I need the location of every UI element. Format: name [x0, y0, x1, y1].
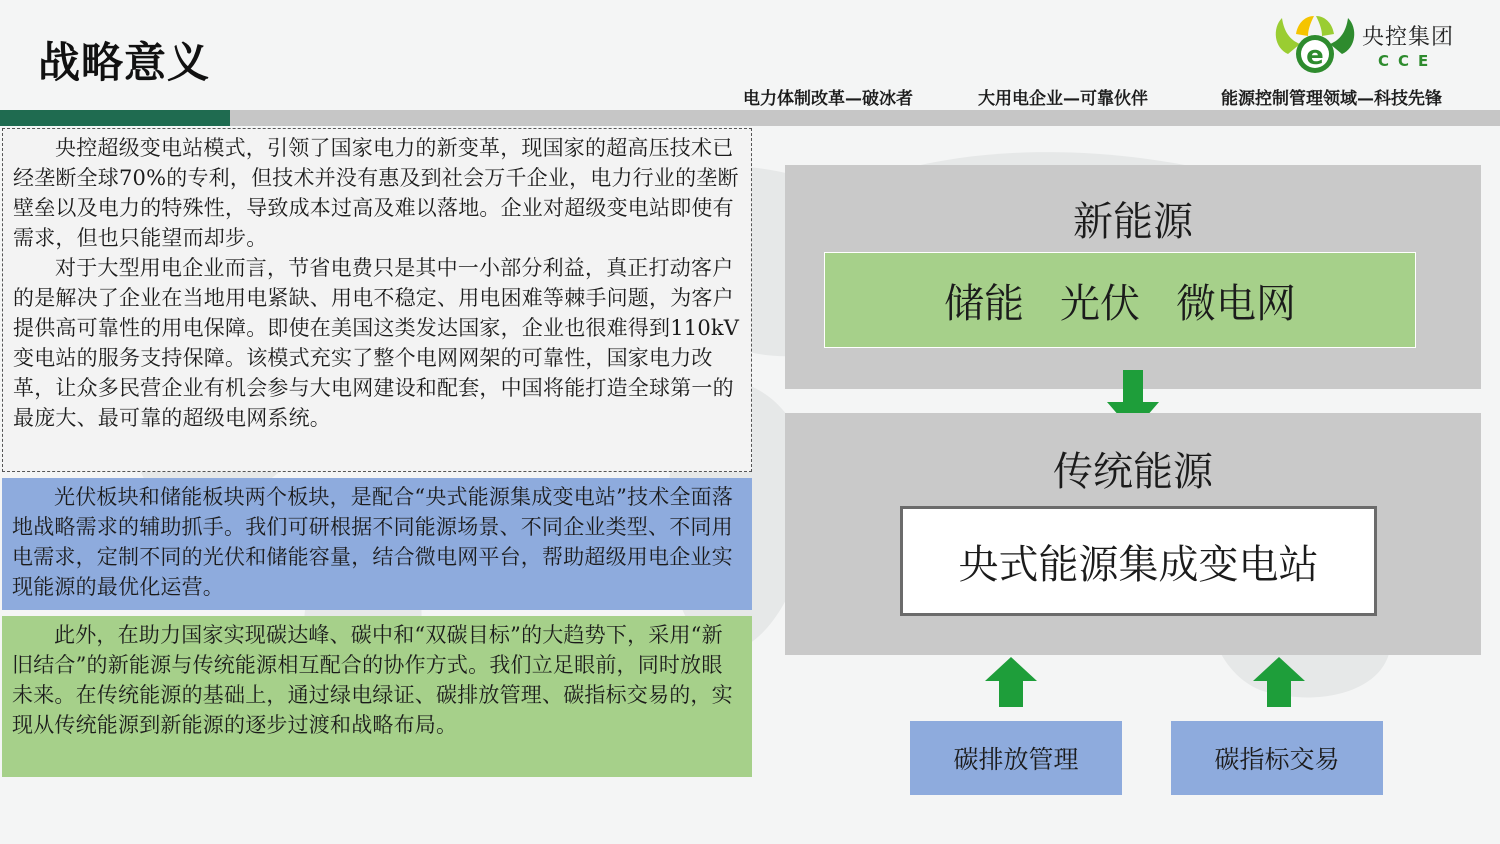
- traditional-energy-title: 传统能源: [1053, 449, 1213, 495]
- paragraph-box-super-substation: [2, 128, 752, 472]
- item-microgrid: 微电网: [1176, 280, 1296, 327]
- paragraph-box-dual-carbon: [2, 616, 752, 777]
- paragraph-text: 央控超级变电站模式，引领了国家电力的新变革，现国家的超高压技术已经垄断全球70%的专利，但技术并没有惠及到社会万千企业，电力行业的垄断壁垒以及电力的特殊性，导致成本过高及难以落地。企业对超级变电站即使有需求，但也只能望而却步。: [13, 136, 739, 250]
- paragraph-text: 对于大型用电企业而言，节省电费只是其中一小部分利益，真正打动客户的是解决了企业在当地用电紧缺、用电不稳定、用电困难等棘手问题，为客户提供高可靠性的用电保障。即使在美国这类发达国家，企业也很难得到110kV变电站的服务支持保障。该模式充实了整个电网网架的可靠性，国家电力改革，让众多民营企业有机会参与大电网建设和配套，中国将能打造全球第一的最庞大、最可靠的超级电网系统。: [13, 256, 740, 430]
- tagline-power-reform: 电力体制改革—破冰者: [743, 89, 913, 109]
- integrated-substation-box: 央式能源集成变电站: [900, 506, 1377, 616]
- svg-text:e: e: [1306, 41, 1324, 71]
- paragraph-text: 光伏板块和储能板块两个板块，是配合“央式能源集成变电站”技术全面落地战略需求的辅助抓手。我们可研根据不同能源场景、不同企业类型、不同用电需求，定制不同的光伏和储能容量，结合微电网平台，帮助超级用电企业实现能源的最优化运营。: [12, 485, 734, 599]
- tagline-tech-pioneer: 能源控制管理领域—科技先锋: [1221, 89, 1442, 109]
- logo-chinese-name: 央控集团: [1362, 25, 1455, 50]
- carbon-quota-trading-box: 碳指标交易: [1171, 721, 1383, 795]
- arrow-up-icon: [985, 657, 1037, 707]
- logo-english-name: CCE: [1378, 52, 1438, 70]
- tagline-reliable-partner: 大用电企业—可靠伙伴: [978, 89, 1148, 109]
- header-accent-bar: [0, 110, 230, 126]
- paragraph-box-pv-storage: [2, 478, 752, 610]
- paragraph-text: 此外，在助力国家实现碳达峰、碳中和“双碳目标”的大趋势下，采用“新旧结合”的新能源与传统能源相互配合的协作方式。我们立足眼前，同时放眼未来。在传统能源的基础上，通过绿电绿证、碳排放管理、碳指标交易的，实现从传统能源到新能源的逐步过渡和战略布局。: [12, 623, 733, 737]
- company-logo: [1270, 14, 1465, 76]
- item-photovoltaic: 光伏: [1060, 280, 1140, 327]
- new-energy-title: 新能源: [1073, 199, 1193, 245]
- carbon-emission-management-box: 碳排放管理: [910, 721, 1122, 795]
- item-storage: 储能: [944, 280, 1024, 327]
- new-energy-items-box: [824, 252, 1416, 348]
- cce-logo-icon: [1270, 14, 1362, 76]
- arrow-up-icon: [1253, 657, 1305, 707]
- page-title: 战略意义: [38, 38, 211, 87]
- header-divider-bar: [230, 110, 1500, 126]
